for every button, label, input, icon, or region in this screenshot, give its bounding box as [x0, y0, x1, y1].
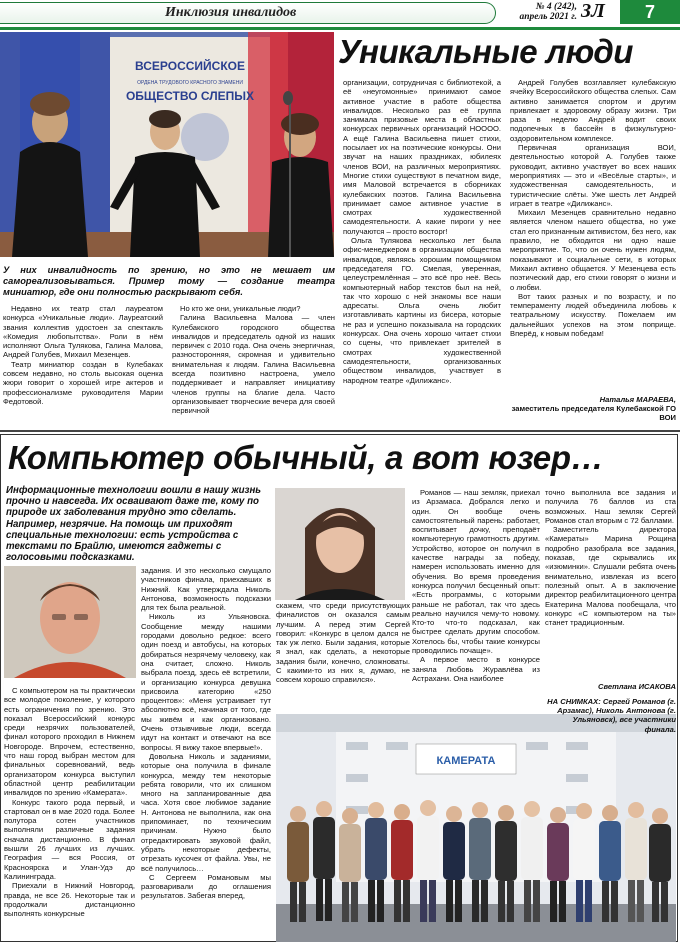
paragraph: Довольна Николь и заданиями, которые она получила в финале конкурса, между тем некоторые ребята говорили, что их слишком много на запланированные два часа. Хотя свое любимое задание Н. Антонова не выполнила, как она припоминает, по техническим причинам. Нужно было отредактировать звуковой файл, убрать некоторые дефекты, отрезать кусочек от файла. Увы, не всё получилось… [141, 751, 271, 873]
paragraph: Заместитель директора «Камераты» Марина Рощина подробно разобрала все задания, показав, где скрывались их «изюминки». Слушали ребята очень внимательно, извлекая из всего полезный опыт. А в заключение директор реабилитационного центра Екатерина Малова пообещала, что конкурс «С компьютером на ты» станет традиционным. [545, 525, 676, 628]
rubric-title: Инклюзия инвалидов [165, 5, 297, 20]
paragraph: Вот таких разных и по возрасту, и по темпераменту людей объединила любовь к театральному искусству. Пожелаем им дальнейших успехов на этом поприще. Вперёд, к новым победам! [510, 291, 676, 339]
paragraph: Недавно их театр стал лауреатом конкурса «Уникальные люди». Лауреатский звания коллектив удостоен за спектакль «Комедия любопытства». Роли в нём исполняют Ольга Тулякова, Галина Малова, Андрей Голубев, Михаил Мезенцев. [3, 304, 163, 360]
issue-number: № 4 (242), [535, 2, 577, 12]
paragraph: задания. И это несколько смущало участников финала, приехавших в Нижний. Как утверждала Николь Антонова, возможность подсказки для тех была реальной. [141, 566, 271, 613]
paragraph: С Сергеем Романовым мы разговаривали до оглашения результатов. Забегая вперед, [141, 872, 271, 901]
article-2-column-2 [141, 566, 271, 901]
header-rule [0, 27, 680, 30]
section-rule [0, 430, 680, 432]
article-1-signature [510, 395, 676, 422]
paragraph: Николь из Ульяновска. Сообщение между нашими городами довольно редкое: всего один поезд и автобусы, на которых добираться незрячему человеку, как она считает, сложно. Николь выбрала поезд, здесь её встретили, и организацию конкурса девушка присвоила категорию «250 процентов»: «Меня устраивает тут абсолютно всё, начиная от того, где мы живём и как организовано. Очень отзывчивые люди, всегда идут на контакт и отвечают на все вопросы. Я вижу такое впервые!». [141, 612, 271, 752]
article-1-photo-caption: У них инвалидность по зрению, но это не мешает им самореализовываться. Пример тому — создание театра миниатюр, где они полностью раскрывают себя. [3, 265, 335, 297]
paragraph: Приехали в Нижний Новгород, правда, не все 26. Некоторые так и продолжали дистанционно выполнять конкурсные [4, 881, 135, 919]
finalists-group-photo [276, 714, 676, 942]
article-2-signature: Светлана ИСАКОВА [597, 682, 676, 691]
paragraph: Ольга Тулякова несколько лет была офис-менеджером в организации общества инвалидов, являясь хорошим помощником председателя ГО. Смелая, уверенная, целеустремлённая – это всё про неё. Весь компьютерный набор текстов был на ней, так что хорошо с ней знакомы все наши адресаты. Ольга очень любит изготавливать картины из бисера, которые не раз и успешно показывала на городских конкурсах. Она очень хорошо читает стихи со сцены, что привлекает зрителей в смотрах художественной самодеятельности, организованных обществом инвалидов, участвует в народном театре «Дилижанс». [343, 236, 501, 385]
paragraph: точно выполнила все задания и получила 76 баллов из ста возможных. Наш земляк Сергей Романов стал вторым с 72 баллами. [545, 488, 676, 525]
portrait-sergey-photo [4, 566, 136, 678]
article-2-photo-caption: НА СНИМКАХ: Сергей Романов (г. Арзамас), Николь Антонова (г. Ульяновск), все участники финала. [547, 697, 676, 734]
issue-date: апрель 2021 г. [519, 12, 577, 22]
paragraph: Первичная организация ВОИ, деятельностью которой А. Голубев также руководит, активно участвует во всех наших мероприятиях — это и «Весёлые старты», и художественная самодеятельность, и туристические слёты. Уже шесть лет Андрей играет в театре «Дилижанс». [510, 143, 676, 208]
portrait-nicole-photo [275, 488, 405, 600]
paragraph: организации, сотрудничая с библиотекой, а её «неугомонные» принимают самое активное участие в работе общества инвалидов. Несколько раз её группа занимала призовые места в областных конкурсах первичных организаций НОООО. А ещё Галина Васильевна пишет стихи, посылает их на поэтические конкурсы. Они звучат на наших праздниках, юбилеях членов ВОИ, на различных мероприятиях. Многие стихи существуют в печатном виде, имя Маловой встречается в сборниках кулебакских поэтов. Галина Васильевна принимает самое активное участие в смотрах художественной самодеятельности. А какие пироги у нее получаются – просто восторг! [343, 78, 501, 236]
article-1-column-2 [172, 304, 335, 416]
theatre-photo [0, 32, 334, 257]
article-2-column-1 [4, 686, 135, 918]
paragraph: Михаил Мезенцев сравнительно недавно является членом нашего общества, но уже стал его признанным активистом, без него, как правило, не обходится ни одно наше мероприятие. То, что он очень нужен людям, показывают и социальные сети, в которых Михаил активно общается. У Мезенцева есть поэтический дар, его стихи говорят о жизни и о любви. [510, 208, 676, 292]
article-1-column-4 [510, 78, 676, 338]
article-1-column-3 [343, 78, 501, 385]
paragraph: С компьютером на ты практически все молодое поколение, у которого есть ограничения по зрению. Это показал Всероссийский конкурс среди незрячих пользователей, финал которого проходил в Нижнем Новгороде. Впрочем, естественно, что наш город выбран местом для финальных соревнований, ведь организатором конкурса выступил областной центр реабилитации инвалидов по зрению «Камерата». [4, 686, 135, 798]
banner-line-2: ОРДЕНА ТРУДОВОГО КРАСНОГО ЗНАМЕНИ [137, 80, 243, 86]
article-2-lead: Информационные технологии вошли в нашу жизнь прочно и навсегда. Их осваивают даже те, кому по природе их заболевания трудно это сделать. Например, незрячие. На помощь им приходят специальные технологии: есть устройства с текстами по Брайлю, имеются гаджеты с голосовыми подсказками. [6, 485, 262, 564]
paragraph: Андрей Голубев возглавляет кулебакскую ячейку Всероссийского общества слепых. Сам активно занимается спортом и другим привлекает к здоровому образу жизни. Три раза в неделю Андрей водит своих подопечных в бассейн в физкультурно-оздоровительном комплексе. [510, 78, 676, 143]
article-2-column-5 [545, 488, 676, 627]
article-2-column-4 [412, 488, 540, 683]
issue-info [497, 2, 577, 22]
paragraph: Конкурс такого рода первый, и стартовал он в мае 2020 года. Более полутора сотен участников выполняли различные задания сначала дистанционно. В финал вышли 26 лучших из лучших. География — вся Россия, от Красноярска и Улан-Удэ до Калининграда. [4, 797, 135, 881]
article-2-column-3 [276, 601, 410, 685]
banner-line-1: ВСЕРОССИЙСКОЕ [135, 59, 245, 73]
rubric-banner [0, 2, 496, 24]
newspaper-logo: ЗЛ [581, 0, 605, 22]
article-1-title: Уникальные люди [338, 33, 633, 70]
paragraph: Театр миниатюр создан в Кулебаках совсем недавно, но столь высокая оценка жюри говорит о хорошей игре актеров и профессионализме руководителя Марии Федотовой. [3, 359, 163, 406]
paragraph: скажем, что среди присутствующих финалистов он оказался самым лучшим. А перед этим Сергей говорил: «Конкурс в целом дался не так уж легко. Были задания, которые я знал, как сделать, а некоторые задания были, конечно, сложноваты. С какими-то из них я, думаю, не совсем хорошо справился». [276, 601, 410, 685]
paragraph: Галина Васильевна Малова — член Кулебакского городского общества инвалидов и председатель одной из наших первичек с 2010 года. Она очень энергичная, разносторонняя, скромная и удивительно внимательная к людям. Галина Васильевна всегда позитивно настроена, умело поддерживает и направляет инициативу членов группы на благие дела. Часто организовывает творческие вечера для своей первичной [172, 313, 335, 416]
author-role: заместитель председателя Кулебакской ГО ВОИ [511, 404, 676, 422]
page-number: 7 [620, 0, 680, 24]
banner-line-3: ОБЩЕСТВО СЛЕПЫХ [125, 89, 255, 103]
paragraph: Романов — наш земляк, приехал из Арзамаса. Добрался легко и один. Он вообще очень самостоятельный парень: работает, воспитывает дочку, преподаёт компьютерную грамотность другим. Устройство, которое он получил в качестве награды за победу, намерен использовать именно для обучения. Во время проведения конкурса получил бесценный опыт: «Есть программы, с которыми раньше не работал, так что здесь реально научился чему-то новому. Кто-то что-то подсказал, как быстрее сделать другим способом. Хотелось бы, чтобы такие конкурсы проводились почаще». [412, 488, 540, 656]
article-2-title: Компьютер обычный, а вот юзер… [8, 439, 604, 476]
author-name: Наталья МАРАЕВА, [599, 395, 676, 404]
article-1-column-1 [3, 304, 163, 406]
camerata-logo: КАМЕРАТА [436, 755, 496, 767]
paragraph: Но кто же они, уникальные люди? [180, 304, 301, 313]
paragraph: А первое место в конкурсе заняла Любовь Журавлёва из Астрахани. Она наиболее [412, 655, 540, 683]
